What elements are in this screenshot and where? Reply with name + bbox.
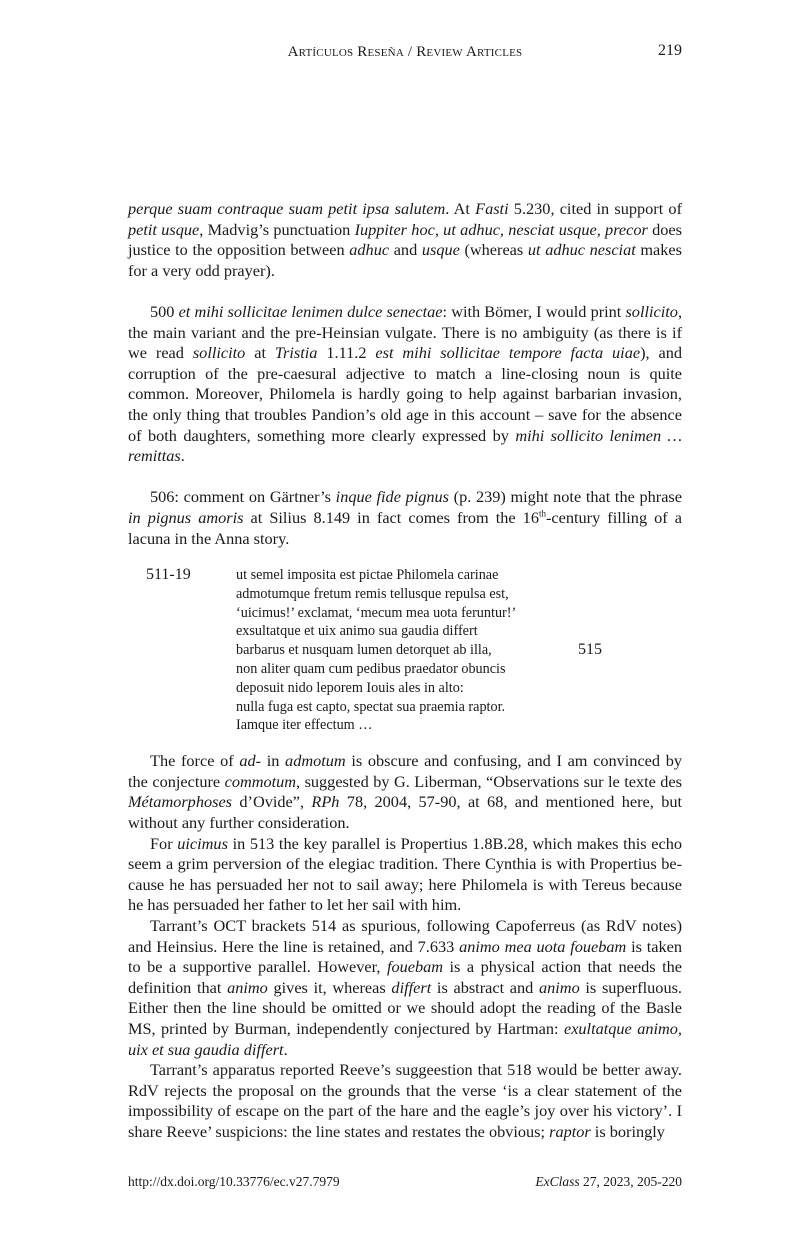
italic-text: in pignus amoris xyxy=(128,507,244,527)
text-run: is a physical action that needs the definition that xyxy=(128,957,683,997)
italic-text: animo xyxy=(227,977,268,997)
text-run: , the main variant and the pre-Heinsian vulgate. There is no ambiguity (as there is if we read xyxy=(128,301,683,363)
text-run: at Silius 8.149 in fact comes from the 16 xyxy=(243,507,539,527)
italic-text: sollicito xyxy=(192,343,246,363)
text-run: in xyxy=(261,751,286,771)
italic-text: sollicito xyxy=(625,301,678,321)
verse-text: deposuit nido leporem Iouis ales in alto: xyxy=(236,679,464,696)
verse-line xyxy=(236,716,682,735)
verse-quotation xyxy=(128,566,682,735)
text-run: is abstract and xyxy=(431,977,539,997)
italic-text: et mihi sollicitae lenimen dulce senectae xyxy=(178,301,443,321)
text-run: , Madvig’s punctuation xyxy=(199,219,355,239)
paragraph xyxy=(128,302,682,467)
verse-line xyxy=(236,604,682,623)
doi-link[interactable]: http://dx.doi.org/10.33776/ec.v27.7979 xyxy=(128,1173,340,1189)
paragraph xyxy=(128,834,682,916)
verse-text: exsultatque et uix animo sua gaudia differt xyxy=(236,623,478,640)
page-number: 219 xyxy=(658,42,682,59)
text-run: gives it, whereas xyxy=(267,977,392,997)
line-number: 515 xyxy=(578,641,602,659)
verse-line xyxy=(236,698,682,717)
paragraph xyxy=(128,1060,682,1142)
running-header xyxy=(128,44,682,66)
paragraph xyxy=(128,751,682,833)
verse-line xyxy=(236,585,682,604)
italic-text: Métamorphoses xyxy=(128,792,233,812)
italic-text: inque fide pignus xyxy=(335,487,450,507)
verse-reference: 511-19 xyxy=(146,566,191,584)
page-footer xyxy=(128,1173,682,1191)
paragraphs-after-verse xyxy=(128,751,682,1142)
text-run: Tarrant’s OCT brackets 514 as spurious, following Capoferreus (as RdV notes) and Heinsius. Here the line is retained, and 7.633 xyxy=(128,916,682,956)
verse-text: barbarus et nusquam lumen detorquet ab illa, xyxy=(236,642,492,659)
paragraph xyxy=(128,199,682,281)
verse-line xyxy=(236,622,682,641)
text-run: makes for a very odd prayer). xyxy=(128,240,682,280)
text-run: d’Ovide”, xyxy=(232,792,312,812)
text-run: . At xyxy=(445,199,476,218)
text-run: th xyxy=(538,508,546,519)
text-run: in 513 the key parallel is Propertius 1.8B.28, which makes this echo seem a grim perversion of the elegiac tradition. There Cynthia is with Propertius because he has persuaded her not to sail away; here Philomela is with Tereus because he has persuaded her father to let her sail with him. xyxy=(128,833,682,915)
text-run: is superfluous. Either then the line should be omitted or we should adopt the reading of the Basle MS, printed by Burman, independently conjectured by Hartman: xyxy=(128,977,682,1038)
text-run: is obscure and confusing, and I am convinced by the conjecture xyxy=(128,751,682,791)
text-run: at xyxy=(245,343,275,363)
text-run: ), and corruption of the pre-caesural adjective to match a line-closing noun is quite common. Moreover, Philomela is hardly going to help against barbarian invasion, the only thing that troubles Pandion’s old age in this account – save for the absence of both daughters, something more clearly expressed by xyxy=(128,343,682,445)
verse-line xyxy=(236,660,682,679)
italic-text: uicimus xyxy=(177,833,228,853)
italic-text: animo xyxy=(539,977,580,997)
italic-text: perque suam contraque suam petit ipsa salutem xyxy=(128,199,446,218)
italic-text: animo mea uota fouebam xyxy=(459,936,627,956)
italic-text: exultatque animo, uix et sua gaudia differt xyxy=(128,1018,682,1059)
verse-text: Iamque iter effectum … xyxy=(236,717,373,734)
text-run: 78, 2004, 57-90, at 68, and mentioned here, but without any further consideration. xyxy=(128,792,682,833)
volume-info: 27, 2023, 205-220 xyxy=(579,1173,682,1189)
text-run: . xyxy=(180,446,185,466)
paragraphs-before-verse xyxy=(128,199,682,549)
verse-line xyxy=(236,641,682,660)
italic-text: ut adhuc nesciat xyxy=(527,240,636,260)
italic-text: usque xyxy=(421,240,460,260)
italic-text: Tristia xyxy=(274,343,318,363)
text-run: For xyxy=(150,833,178,853)
text-run: The force of xyxy=(150,751,240,771)
verse-text: ‘uicimus!’ exclamat, ‘mecum mea uota feruntur!’ xyxy=(236,604,517,621)
italic-text: differt xyxy=(391,977,432,997)
paragraph xyxy=(128,916,682,1060)
italic-text: RPh xyxy=(311,792,340,812)
text-run: does justice to the opposition between xyxy=(128,219,682,260)
text-run: (whereas xyxy=(459,240,528,260)
italic-text: admotum xyxy=(285,751,346,771)
italic-text: commotum xyxy=(224,771,297,791)
verse-lines xyxy=(236,566,682,735)
text-run: 5.230, cited in support of xyxy=(508,199,682,218)
verse-line xyxy=(236,566,682,585)
page-spacer xyxy=(128,1143,682,1173)
text-run: is boringly xyxy=(590,1121,665,1141)
italic-text: est mihi sollicitae tempore facta uiae xyxy=(375,343,641,363)
italic-text: adhuc xyxy=(349,240,390,260)
text-run: (p. 239) might note that the phrase xyxy=(449,487,682,507)
paragraph xyxy=(128,487,682,549)
text-run: : with Bömer, I would print xyxy=(442,301,626,321)
italic-text: raptor xyxy=(549,1121,591,1141)
italic-text: petit usque xyxy=(128,219,200,239)
text-run: . xyxy=(283,1039,288,1059)
text-run: 500 xyxy=(150,301,179,321)
italic-text: ad- xyxy=(239,751,262,771)
text-run: is taken to be a supportive parallel. However, xyxy=(128,936,683,977)
italic-text: mihi sollicito lenimen … remittas xyxy=(128,425,682,466)
text-run: , suggested by G. Liberman, “Observations sur le texte des xyxy=(296,771,682,791)
verse-text: non aliter quam cum pedibus praedator obuncis xyxy=(236,661,506,678)
italic-text: fouebam xyxy=(386,957,444,977)
verse-text: nulla fuga est capto, spectat sua praemia raptor. xyxy=(236,698,506,715)
text-run: Tarrant’s apparatus reported Reeve’s suggeestion that 518 would be better away. RdV rejects the proposal on the grounds that the verse ‘is a clear statement of the impossibility of escape on the part of the hare and the eagle’s joy over his victory’. I share Reeve’ suspicions: the line states and restates the obvious; xyxy=(128,1060,682,1141)
verse-line xyxy=(236,679,682,698)
journal-name: ExClass xyxy=(535,1173,580,1189)
verse-text: admotumque fretum remis tellusque repulsa est, xyxy=(236,585,509,602)
article-body xyxy=(128,199,682,1143)
text-run: 1.11.2 xyxy=(317,343,376,363)
text-run: 506: comment on Gärtner’s xyxy=(150,487,336,507)
italic-text: Fasti xyxy=(475,199,509,218)
italic-text: Iuppiter hoc, ut adhuc, nesciat usque, precor xyxy=(354,219,648,239)
text-run: and xyxy=(389,240,422,260)
journal-citation xyxy=(535,1173,682,1191)
running-title: Artículos Reseña / Review Articles xyxy=(287,44,523,60)
verse-text: ut semel imposita est pictae Philomela carinae xyxy=(236,567,499,584)
text-run: -century filling of a lacuna in the Anna story. xyxy=(128,507,682,548)
